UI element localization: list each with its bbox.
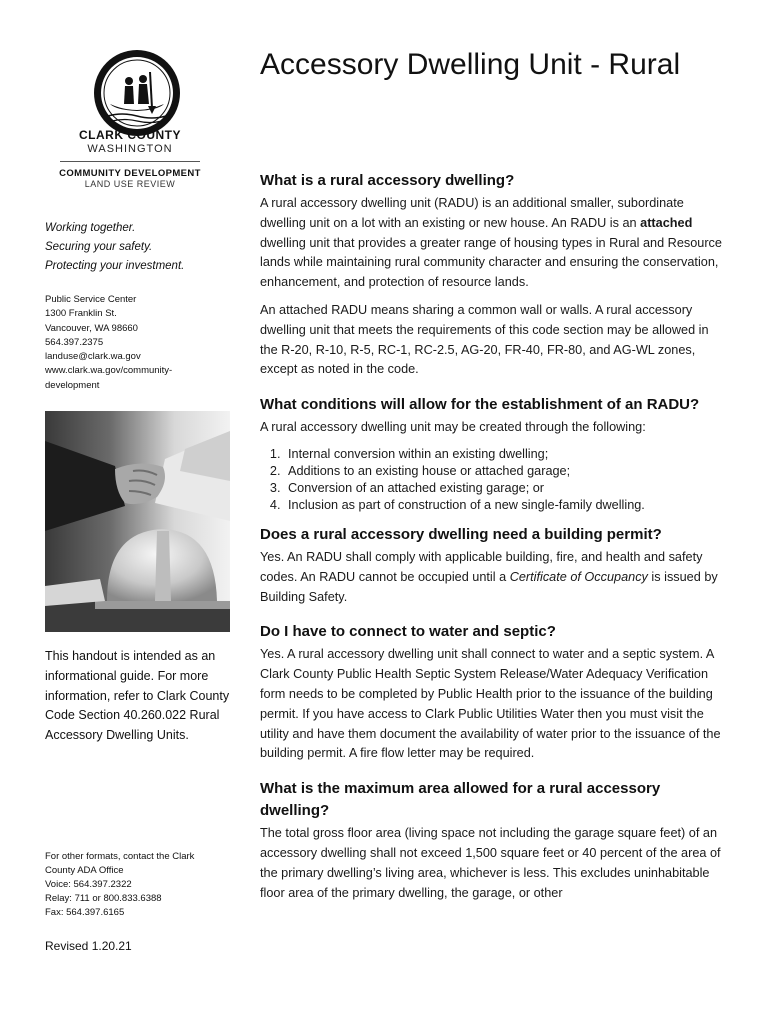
revision-date: Revised 1.20.21 — [45, 939, 132, 953]
section-paragraph: The total gross floor area (living space not including the garage square feet) of an accessory dwelling shall not exceed 1,500 square feet or 40 percent of the area of the primary dwelling’s living area, whichever is less. This excludes uninhabitable floor area of the primary dwelling, the garage, or other — [260, 826, 721, 900]
org-name: CLARK COUNTY — [79, 128, 181, 142]
org-state: WASHINGTON — [87, 143, 173, 155]
section-paragraph — [260, 194, 722, 293]
contact-line: Vancouver, WA 98660 — [45, 322, 138, 334]
section-paragraph: A rural accessory dwelling unit may be created through the following: — [260, 420, 646, 435]
divider — [60, 161, 200, 162]
section-paragraph: An attached RADU means sharing a common wall or walls. A rural accessory dwelling unit that meets the requirements of this code section may be allowed in the R-20, R-10, R-5, RC-1, RC-2.5, AG-20, FR-40, FR-80, and AG-WL zones, except as noted in the code. — [260, 302, 709, 377]
paragraph-text: is issued by Building Safety. — [260, 569, 718, 604]
formats-relay: Relay: 711 or 800.833.6388 — [45, 893, 162, 904]
contact-info — [45, 293, 215, 393]
list-item: 4. Inclusion as part of construction of a new single-family dwelling. — [284, 497, 722, 514]
contact-website-link[interactable]: www.clark.wa.gov/community- — [45, 365, 173, 377]
contact-website-link-cont[interactable]: development — [45, 379, 100, 391]
formats-line: County ADA Office — [45, 865, 124, 876]
organization-block — [40, 128, 220, 189]
page-title: Accessory Dwelling Unit - Rural — [260, 48, 681, 81]
division-name: LAND USE REVIEW — [84, 179, 176, 189]
conditions-list — [260, 446, 722, 514]
content-body — [260, 170, 722, 911]
section-heading: What conditions will allow for the establishment of an RADU? — [260, 396, 700, 414]
contact-line: 1300 Franklin St. — [45, 308, 117, 320]
section-heading: Do I have to connect to water and septic? — [260, 623, 556, 641]
department-name: COMMUNITY DEVELOPMENT — [59, 168, 201, 179]
list-item: 3. Conversion of an attached existing garage; or — [284, 480, 722, 497]
section-heading: What is a rural accessory dwelling? — [260, 172, 515, 189]
sidebar — [0, 0, 240, 1024]
list-item: 1. Internal conversion within an existing dwelling; — [284, 446, 722, 463]
handout-note: This handout is intended as an informational guide. For more information, refer to Clark County Code Section 40.260.022 Rural Accessory Dwelling Units. — [45, 649, 230, 743]
alternate-formats-info — [45, 850, 225, 920]
emphasis-text: Certificate of Occupancy — [509, 569, 648, 584]
contact-phone: 564.397.2375 — [45, 336, 104, 348]
section-paragraph: Yes. A rural accessory dwelling unit shall connect to water and a septic system. A Clark County Public Health Septic System Release/Water Adequacy Verification form needs to be completed by Public Health prior to the issuance of the building permit. If you have access to Clark Public Utilities Water then you must visit the utility and have them document the availability of water prior to the issuance of the building permit. A fire flow letter may be required. — [260, 647, 721, 761]
list-item: 2. Additions to an existing house or attached garage; — [284, 463, 722, 480]
section-paragraph — [260, 548, 722, 607]
formats-voice: Voice: 564.397.2322 — [45, 879, 132, 890]
handshake-hardhat-photo — [45, 411, 230, 632]
paragraph-text: dwelling unit that provides a greater range of housing types in Rural and Resource lands while maintaining rural community character and ensuring the conservation, enhancement, and protection of resource lands. — [260, 235, 722, 290]
tagline-line: Protecting your investment. — [45, 260, 185, 272]
paragraph-text: A rural accessory dwelling unit (RADU) is an additional smaller, subordinate dwelling unit on a lot with an existing or new house. An RADU is an — [260, 196, 684, 230]
tagline — [45, 219, 184, 276]
contact-line: Public Service Center — [45, 294, 137, 305]
county-seal-logo — [92, 48, 182, 138]
section-heading: What is the maximum area allowed for a rural accessory dwelling? — [260, 780, 661, 820]
section-heading: Does a rural accessory dwelling need a building permit? — [260, 525, 662, 543]
paragraph-text: Yes. An RADU shall comply with applicable building, fire, and health and safety codes. An RADU cannot be occupied until a — [260, 549, 703, 584]
formats-line: For other formats, contact the Clark — [45, 851, 195, 862]
tagline-line: Working together. — [45, 222, 136, 234]
tagline-line: Securing your safety. — [45, 241, 153, 253]
emphasis-text: attached — [640, 215, 693, 230]
contact-email-link[interactable]: landuse@clark.wa.gov — [45, 351, 141, 363]
formats-fax: Fax: 564.397.6165 — [45, 907, 125, 918]
